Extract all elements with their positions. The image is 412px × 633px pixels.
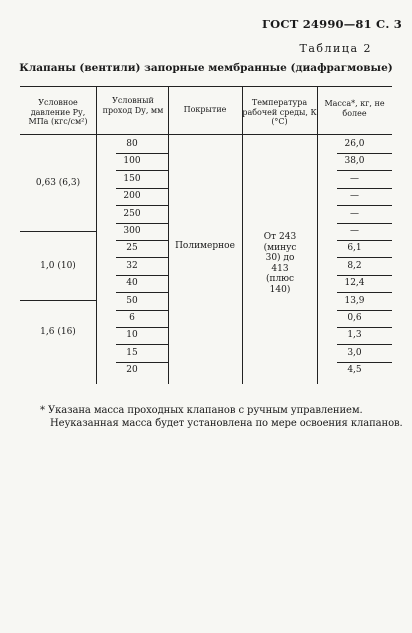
diameter-cell: 6	[129, 313, 135, 323]
diameter-cell: 20	[126, 365, 138, 376]
temperature-value: От 243 (минус 30) до 413 (плюс 140)	[263, 232, 297, 295]
row-divider	[337, 223, 392, 224]
diameter-cell: 80	[126, 139, 138, 149]
table-label: Таблица 2	[299, 42, 372, 55]
page-header: ГОСТ 24990—81 С. 3	[262, 17, 402, 31]
mass-cell: 4,5	[347, 365, 362, 376]
row-divider	[337, 153, 392, 154]
row-divider	[116, 240, 168, 241]
mass-cell: 8,2	[347, 260, 362, 271]
coating-value: Полимерное	[175, 241, 235, 251]
row-divider	[116, 170, 168, 171]
diameter-cell: 100	[123, 156, 141, 167]
mass-cell: —	[350, 208, 359, 219]
table-top-border	[20, 86, 392, 87]
diameter-cell: 32	[126, 260, 138, 271]
pressure-value: 1,6 (16)	[40, 327, 76, 337]
body-divider	[96, 134, 97, 384]
column-header-mass: Масса*, кг, не более	[324, 99, 385, 118]
body-divider	[168, 134, 169, 384]
row-divider	[337, 362, 392, 363]
row-divider	[116, 257, 168, 258]
row-divider	[337, 327, 392, 328]
group-divider	[20, 231, 96, 232]
row-divider	[337, 292, 392, 293]
diameter-cell: 150	[123, 173, 141, 184]
row-divider	[337, 310, 392, 311]
column-header-temperature: Температура рабочей среды, К (°С)	[242, 98, 317, 126]
mass-cell: 3,0	[347, 347, 362, 358]
mass-cell: 1,3	[347, 330, 362, 341]
column-header-pressure: Условное давление Pу, МПа (кгс/см²)	[28, 98, 88, 126]
pressure-value: 1,0 (10)	[40, 261, 76, 271]
mass-cell: 26,0	[344, 139, 365, 149]
diameter-cell: 300	[123, 226, 141, 236]
diameter-cell: 250	[123, 208, 141, 219]
column-header-coating: Покрытие	[183, 105, 227, 114]
body-divider	[242, 134, 243, 384]
footnote-line: Неуказанная масса будет установлена по мере освоения клапанов.	[50, 418, 403, 429]
row-divider	[337, 275, 392, 276]
diameter-cell: 200	[123, 191, 141, 202]
row-divider	[116, 223, 168, 224]
row-divider	[116, 362, 168, 363]
diameter-cell: 15	[126, 347, 138, 358]
row-divider	[116, 310, 168, 311]
diameter-cell: 50	[126, 295, 138, 306]
mass-cell: —	[350, 226, 359, 236]
mass-cell: 13,9	[344, 295, 365, 306]
row-divider	[337, 188, 392, 189]
mass-cell: 6,1	[347, 243, 362, 254]
header-divider	[96, 86, 97, 134]
row-divider	[116, 188, 168, 189]
row-divider	[116, 205, 168, 206]
footnote-line: * Указана масса проходных клапанов с ручным управлением.	[40, 405, 363, 416]
mass-cell: 38,0	[344, 156, 365, 167]
row-divider	[337, 170, 392, 171]
row-divider	[337, 240, 392, 241]
body-divider	[317, 134, 318, 384]
column-header-diameter: Условный проход Dу, мм	[102, 96, 164, 115]
row-divider	[337, 205, 392, 206]
pressure-value: 0,63 (6,3)	[35, 178, 81, 188]
mass-cell: —	[350, 173, 359, 184]
row-divider	[337, 257, 392, 258]
data-table	[20, 86, 392, 384]
row-divider	[337, 344, 392, 345]
row-divider	[116, 327, 168, 328]
mass-cell: —	[350, 191, 359, 202]
row-divider	[116, 292, 168, 293]
row-divider	[116, 344, 168, 345]
mass-cell: 12,4	[344, 278, 365, 289]
diameter-cell: 40	[126, 278, 138, 289]
table-title: Клапаны (вентили) запорные мембранные (диафрагмовые)	[19, 62, 393, 74]
diameter-cell: 25	[126, 243, 138, 254]
group-divider	[20, 300, 96, 301]
diameter-cell: 10	[126, 330, 138, 341]
mass-cell: 0,6	[347, 313, 362, 323]
row-divider	[116, 153, 168, 154]
header-bottom-border	[20, 134, 392, 135]
row-divider	[116, 275, 168, 276]
